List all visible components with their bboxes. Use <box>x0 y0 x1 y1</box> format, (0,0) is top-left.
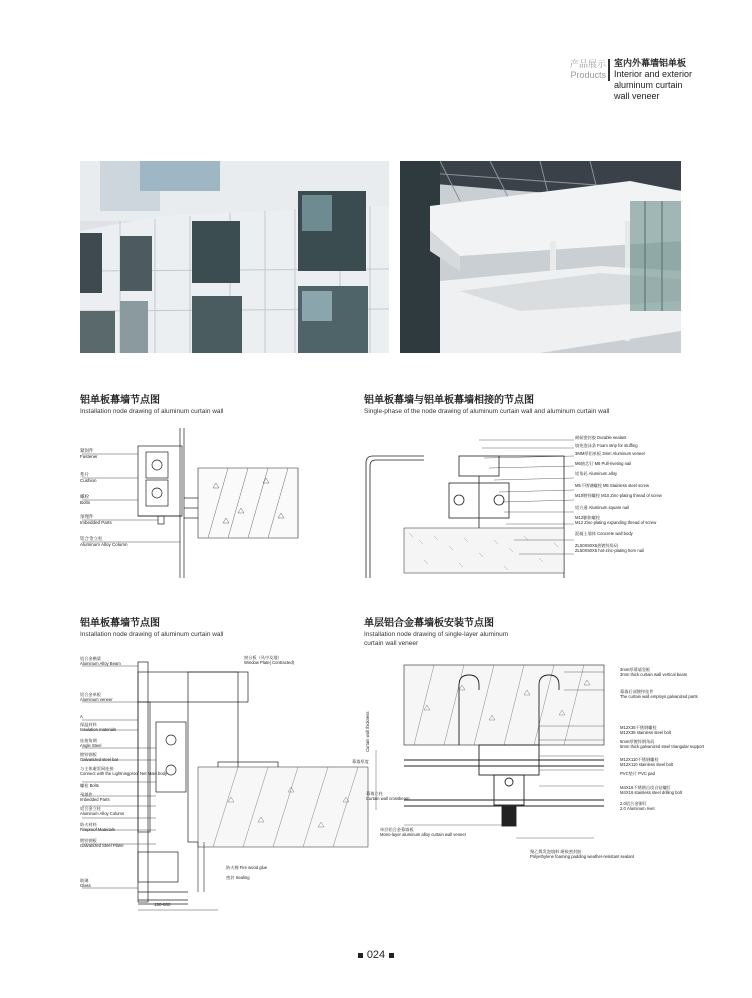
section-title-2 <box>364 394 609 416</box>
d1-label-4: 预埋件 Imbedded Parts <box>80 514 112 525</box>
d1-label-5: 铝合金立柱 Aluminum Alloy Column <box>80 536 128 547</box>
d3-label-4: 保温材料 Insulation materials <box>80 722 117 732</box>
d1-label-3: 螺栓 Bolts <box>80 494 91 505</box>
d3-rlabel-1: 窗台板（风中及地） Window Plate( Contracted) <box>244 655 295 665</box>
d2-label-6: M5不锈钢螺栓 M5 Stainless steel screw <box>575 483 650 488</box>
d2-label-8: 铝方通 Aluminum square nail <box>575 505 630 510</box>
d1-label-2: 垫片 Cushion <box>80 472 97 483</box>
header-divider <box>608 59 610 81</box>
d2-label-10: 混凝土墙体 Concrete wall body <box>575 531 633 536</box>
d4-side-1: 幕墙厚度 <box>352 759 369 764</box>
category-en: Products <box>570 70 606 80</box>
d2-label-2: 填充泡沫条 Foam strip for stuffing <box>575 443 638 448</box>
section-2-zh: 铝单板幕墙与铝单板幕墙相接的节点图 <box>364 395 534 406</box>
d3-label-9: 预埋件 Imbedded Parts <box>80 792 110 802</box>
section-title-1 <box>80 394 223 416</box>
drawing-4-side-label <box>352 711 410 801</box>
d1-label-1: 紧固件 Fastener <box>80 448 98 459</box>
category-zh: 产品展示 <box>569 59 606 69</box>
title-en-1: Interior and exterior <box>614 69 693 79</box>
d3-rlabel-2: 防火棉 Fire wood glue <box>226 865 268 870</box>
title-zh: 室内外幕墙铝单板 <box>614 58 687 68</box>
d3-label-1: 铝合金横梁 Aluminum Alloy Beam <box>80 656 121 666</box>
d3-label-6: 镀锌钢板 Galvanized steel bar <box>80 752 119 762</box>
section-2-en: Single-phase of the node drawing of aluminum curtain wall and aluminum curtain wall <box>364 408 610 415</box>
d2-label-9: M12膨胀螺栓 M12 Zinc-plating expanding thread of screw <box>575 515 657 525</box>
photo-interior-stairs <box>400 161 681 353</box>
d4-label-1: 3mm厚幕墙竖框 3mm thick curtain wall vertical beam <box>620 667 688 677</box>
d3-label-2: 铝合金单板 Aluminum veneer <box>80 692 113 702</box>
page-number-left-mark <box>358 953 363 958</box>
drawing-1 <box>78 428 318 578</box>
d4-label-2: 幕墙后部镀锌挂件 The curtain wall employs galvanized parts <box>620 689 698 699</box>
d4-blabel-2: 聚乙烯发泡填料 耐候密封胶 Polyethylene foaming padding weather-resistant sealant <box>530 849 635 859</box>
d4-label-6: PVC垫片 PVC pad <box>620 771 655 776</box>
section-1-zh: 铝单板幕墙节点图 <box>80 395 160 406</box>
d4-label-4: 5mm厚镀锌钢角码 5mm thick galvanized steel triangular support <box>620 739 705 749</box>
d3-label-5: 连接角钢 Angle Steel <box>80 738 102 748</box>
section-4-en2: curtain wall veneer <box>364 640 419 647</box>
page-number-text: 024 <box>366 949 386 961</box>
d2-label-11: ZL50X50X5热镀锌角码 ZL50X50X5 hot-zinc-plating horn nail <box>575 543 644 553</box>
section-title-4 <box>364 617 508 648</box>
d3-label-11: 防火材料 Fireproof Materials <box>80 822 115 832</box>
d3-label-8: 螺栓 Bolts <box>80 783 99 788</box>
photo-building-facade <box>80 161 389 353</box>
d2-label-1: 耐候密封胶 Durable sealant <box>575 435 627 440</box>
title-en-3: wall veneer <box>614 91 660 101</box>
d4-label-3: M12X35不锈钢螺栓 M12X35 stainless steel bolt <box>620 725 671 735</box>
d4-side-1-en: Curtain wall thickness <box>365 711 370 752</box>
d3-label-7: 与主体避雷网连接 Connect with the Lightningproof Net Main body <box>80 766 168 776</box>
section-3-zh: 铝单板幕墙节点图 <box>80 618 160 629</box>
section-title-3 <box>80 617 223 639</box>
d2-label-3: 3MM厚铝单板 3mm Aluminum veneer <box>575 451 646 456</box>
d4-label-5: M12X110不锈钢螺栓 M12X110 stainless steel bolt <box>620 757 673 767</box>
d3-label-10: 铝合金立柱 Aluminum Alloy Column <box>80 806 125 816</box>
d3-label-3: A <box>80 714 83 719</box>
page-number-right-mark <box>389 953 394 958</box>
header-title <box>614 58 744 102</box>
d3-rlabel-3: 密封 Sealing <box>226 875 250 880</box>
d4-label-7: M4X16不锈钢自攻自钻螺钉 M4X16 stainless steel drilling bolt <box>620 785 682 795</box>
page-number <box>0 949 752 961</box>
d3-label-12: 镀锌钢板 Galvanized Steel Plane <box>80 838 124 848</box>
section-4-zh: 单层铝合金幕墙板安装节点图 <box>364 618 494 629</box>
d2-label-7: M10镀锌螺栓 M10 Zinc-plating thread of screw <box>575 493 662 498</box>
title-en-2: aluminum curtain <box>614 80 683 90</box>
section-1-en: Installation node drawing of aluminum curtain wall <box>80 408 224 415</box>
d4-blabel-1: 单层铝合金幕墙板 Mono-layer aluminum alloy curtain wall veneer <box>380 827 467 837</box>
d2-label-5: 铝角码 Aluminum alloy <box>575 471 618 476</box>
d4-label-8: 2.0铝合金铆钉 2.0 Aluminum rivet <box>620 801 655 811</box>
d3-label-13: 玻璃 Glass <box>80 878 91 888</box>
section-4-en: Installation node drawing of single-layer aluminum <box>364 631 509 638</box>
d4-side-2: 幕墙立柱 Curtain wall crossbeam <box>366 791 410 801</box>
header-category <box>556 59 606 81</box>
section-3-en: Installation node drawing of aluminum curtain wall <box>80 631 224 638</box>
drawing-3-dimension: 150-800 <box>154 902 171 907</box>
drawing-3 <box>78 652 368 912</box>
d2-label-4: M6抽芯钉 M6 Pull-riveting nail <box>575 461 632 466</box>
